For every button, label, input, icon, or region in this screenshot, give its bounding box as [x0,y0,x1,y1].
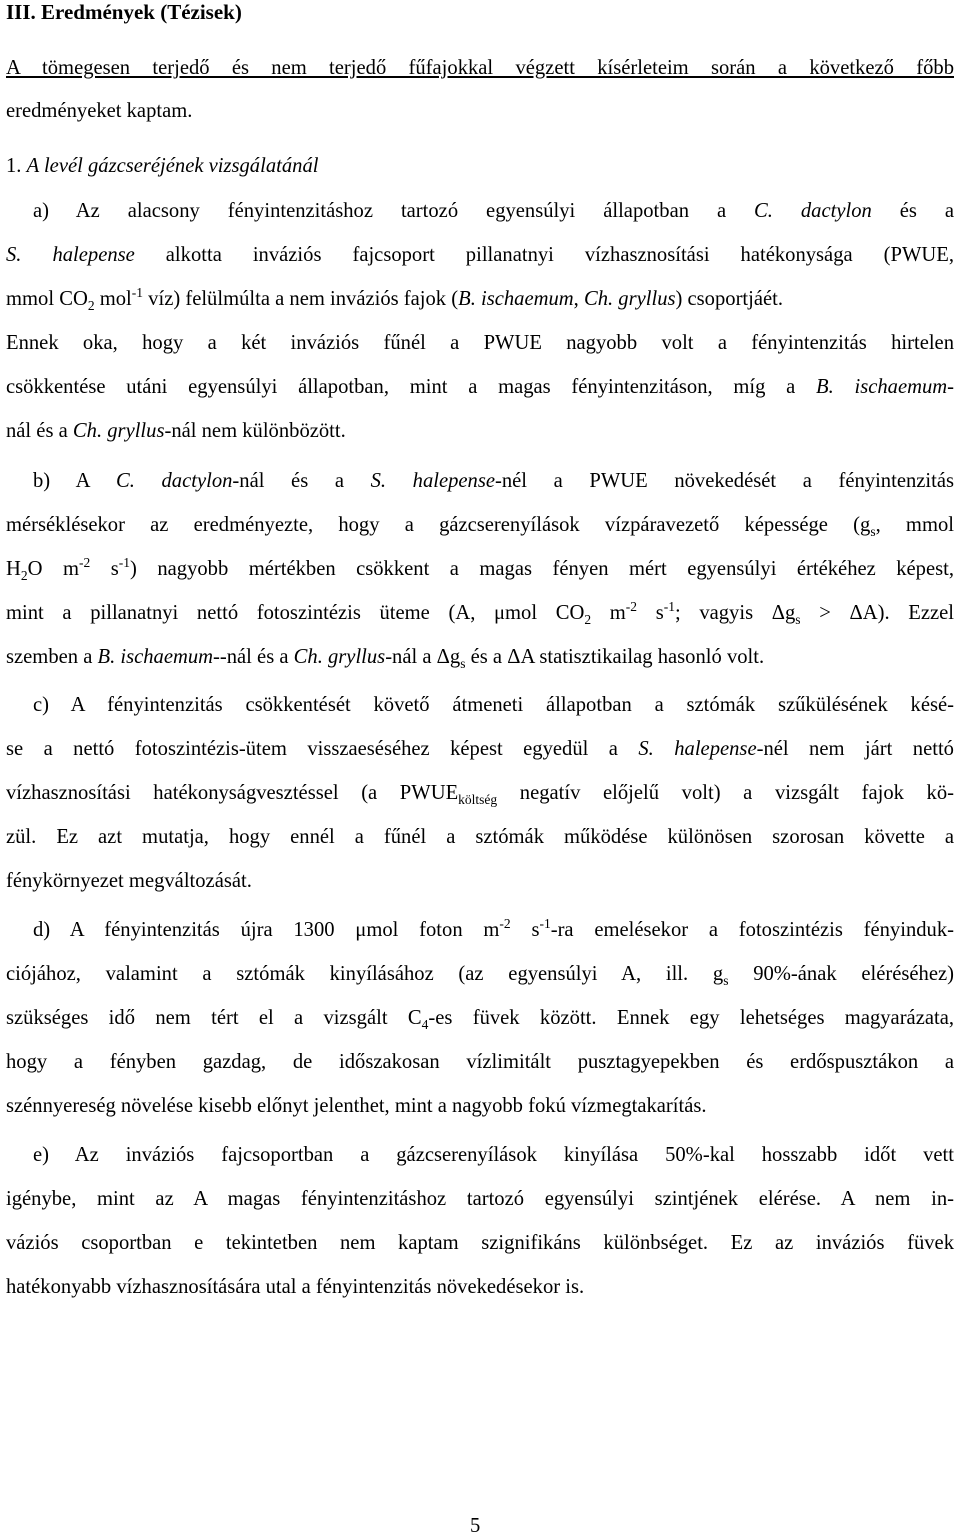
species-name: B. ischaemum- [816,376,954,398]
para-e-line-1: e) Az inváziós fajcsoportban a gázcserenyílások kinyílása 50%-kal hosszabb időt vett [33,1144,954,1166]
para-b-line-5: szemben a B. ischaemum--nál és a Ch. gryllus-nál a $\Delta g_s$ és a ΔA statisztikailag hasonló volt. [6,646,765,672]
para-b-line-2: mérséklésekor az eredményezte, hogy a gázcserenyílások vízpáravezető képessége ($g_s$, mmol [6,514,954,540]
subsection-title-text: A levél gázcseréjének vizsgálatánál [26,155,319,177]
species-name: C. dactylon [116,470,233,492]
species-name: Ch. gryllus [72,420,165,442]
para-d-line-2: ciójához, valamint a sztómák kinyílásához (az egyensúlyi A, ill. $g_s$ 90%-ának eléréséhez) [6,963,954,989]
para-a-line-1: a) Az alacsony fényintenzitáshoz tartozó egyensúlyi állapotban a C. dactylon és a [33,200,954,222]
intro-line-2: eredményeket kaptam. [6,100,193,122]
species-name: S. halepense [638,738,757,760]
para-b-line-3: $H_2O$ $m^{-2}$ $s^{-1}$) nagyobb mértékben csökkent a magas fényen mért egyensúlyi értékéhez képest, [6,555,954,584]
species-name: S. halepense [6,244,135,266]
para-c-line-1: c) A fényintenzitás csökkentését követő átmeneti állapotban a sztómák szűkülésének késé- [33,694,954,716]
page-number: 5 [470,1515,481,1537]
para-e-line-4: hatékonyabb vízhasznosítására utal a fényintenzitás növekedésekor is. [6,1276,585,1298]
para-e-line-3: váziós csoportban e tekintetben nem kaptam szignifikáns különbséget. Ez az inváziós füvek [6,1232,954,1254]
para-c-line-5: fénykörnyezet megváltozását. [6,870,252,892]
para-c-line-2: se a nettó fotoszintézis-ütem visszaeséséhez képest egyedül a S. halepense-nél nem járt nettó [6,738,954,760]
para-b-line-4: mint a pillanatnyi nettó fotoszintézis üteme (A, μmol $CO_2$ $m^{-2}$ $s^{-1}$; vagyis $\Delta g_s > \Delta A$). Ezzel [6,599,954,628]
para-c-line-4: zül. Ez azt mutatja, hogy ennél a fűnél a sztómák működése különösen szorosan követte a [6,826,954,848]
para-a-line-5: csökkentése utáni egyensúlyi állapotban, mint a magas fényintenzitáson, míg a B. ischaemum- [6,376,954,398]
species-name: Ch. gryllus [293,646,386,668]
para-a-line-6: nál és a Ch. gryllus-nál nem különbözött. [6,420,346,442]
species-name: S. halepense [370,470,495,492]
para-d-line-4: hogy a fényben gazdag, de időszakosan vízlimitált pusztagyepekben és erdőspusztákon a [6,1051,954,1073]
para-a-line-3: mmol $CO_2$ mol$^{-1}$ víz) felülmúlta a nem inváziós fajok (B. ischaemum, Ch. gryllus) csoportjáét. [6,285,784,314]
section-heading: III. Eredmények (Tézisek) [6,0,242,24]
species-name: B. ischaemum- [97,646,220,668]
para-d-line-5: szénnyereség növelése kisebb előnyt jelenthet, mint a nagyobb fokú vízmegtakarítás. [6,1095,707,1117]
intro-line-1 [6,56,954,80]
para-a-line-4: Ennek oka, hogy a két inváziós fűnél a PWUE nagyobb volt a fényintenzitás hirtelen [6,332,954,354]
subsection-number: 1. [6,155,22,177]
para-d-line-3: szükséges idő nem tért el a vizsgált $C_4-es$ füvek között. Ennek egy lehetséges magyarázata, [6,1007,954,1033]
para-c-line-3: vízhasznosítási hatékonyságvesztéssel (a $PWUE_{költség}$ negatív előjelű volt) a vizsgált fajok kö- [6,782,954,808]
subsection-title [6,154,954,178]
intro-text-underlined: A tömegesen terjedő és nem terjedő fűfajokkal végzett kísérleteim során a következő főbb [6,57,954,79]
species-name: C. dactylon [754,200,872,222]
para-e-line-2: igénybe, mint az A magas fényintenzitáshoz tartozó egyensúlyi szintjének elérése. A nem in- [6,1188,954,1210]
para-b-line-1: b) A C. dactylon-nál és a S. halepense-nél a PWUE növekedését a fényintenzitás [33,470,954,492]
species-name: Ch. gryllus [583,288,676,310]
para-a-line-2: S. halepense alkotta inváziós fajcsoport pillanatnyi vízhasznosítási hatékonysága (PWUE, [6,244,954,266]
species-name: B. ischaemum [458,288,574,310]
para-d-line-1: d) A fényintenzitás újra 1300 μmol foton $m^{-2}$ $s^{-1}-ra$ emelésekor a fotoszintézis fényinduk- [33,916,955,941]
